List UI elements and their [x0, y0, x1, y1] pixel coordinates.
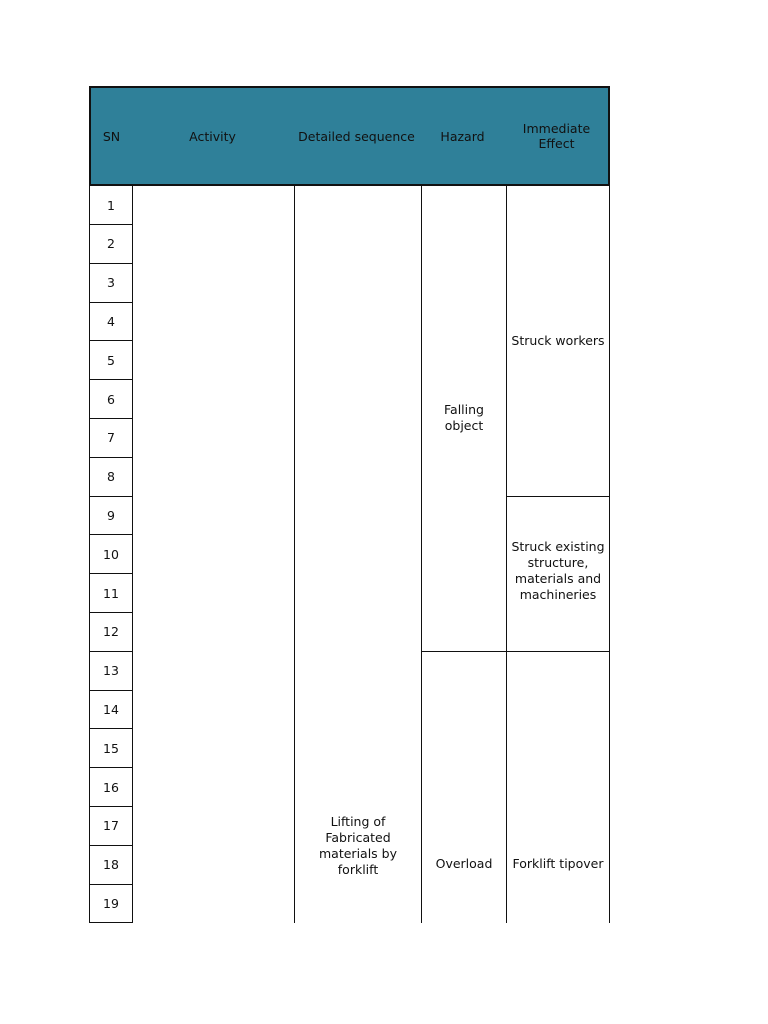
sn-cell: 14: [89, 690, 133, 729]
sn-cell: 13: [89, 652, 133, 691]
sn-cell: 11: [89, 574, 133, 613]
sn-cell: 12: [89, 613, 133, 652]
sn-cell: 1: [89, 186, 133, 225]
effect-cell-forklift-tipover: Forklift tipover: [512, 856, 604, 871]
hazard-cell-falling-object: Falling object: [444, 402, 484, 433]
sn-cell: 8: [89, 458, 133, 497]
header-sn: SN: [89, 86, 134, 186]
header-hazard: Hazard: [420, 86, 507, 186]
sn-cell: 15: [89, 729, 133, 768]
header-immediate-effect: Immediate Effect: [505, 86, 610, 186]
effect-cell-struck-workers: Struck workers: [511, 333, 605, 348]
effect-divider-1: [506, 496, 610, 497]
sn-cell: 3: [89, 264, 133, 303]
hazard-effect-divider: [421, 651, 610, 652]
sn-cell: 18: [89, 846, 133, 885]
sn-cell: 5: [89, 341, 133, 380]
effect-cell-struck-structure: Struck existing structure, materials and machineries: [511, 539, 605, 602]
effect-right-border: [609, 186, 610, 923]
sn-cell: 2: [89, 225, 133, 264]
sn-cell: 17: [89, 807, 133, 846]
sequence-right-border: [421, 186, 422, 923]
activity-cell: [133, 186, 294, 923]
sn-cell: 19: [89, 884, 133, 923]
sn-cell: 9: [89, 496, 133, 535]
sn-cell: 7: [89, 419, 133, 458]
hazard-table: [89, 86, 610, 923]
sn-cell: 6: [89, 380, 133, 419]
sn-cell: 16: [89, 768, 133, 807]
sn-cell: 10: [89, 535, 133, 574]
sn-cell: 4: [89, 302, 133, 341]
hazard-cell-overload: Overload: [435, 856, 493, 871]
header-activity: Activity: [132, 86, 295, 186]
header-detailed-sequence: Detailed sequence: [293, 86, 422, 186]
detailed-sequence-cell: Lifting of Fabricated materials by forklift: [319, 814, 397, 877]
